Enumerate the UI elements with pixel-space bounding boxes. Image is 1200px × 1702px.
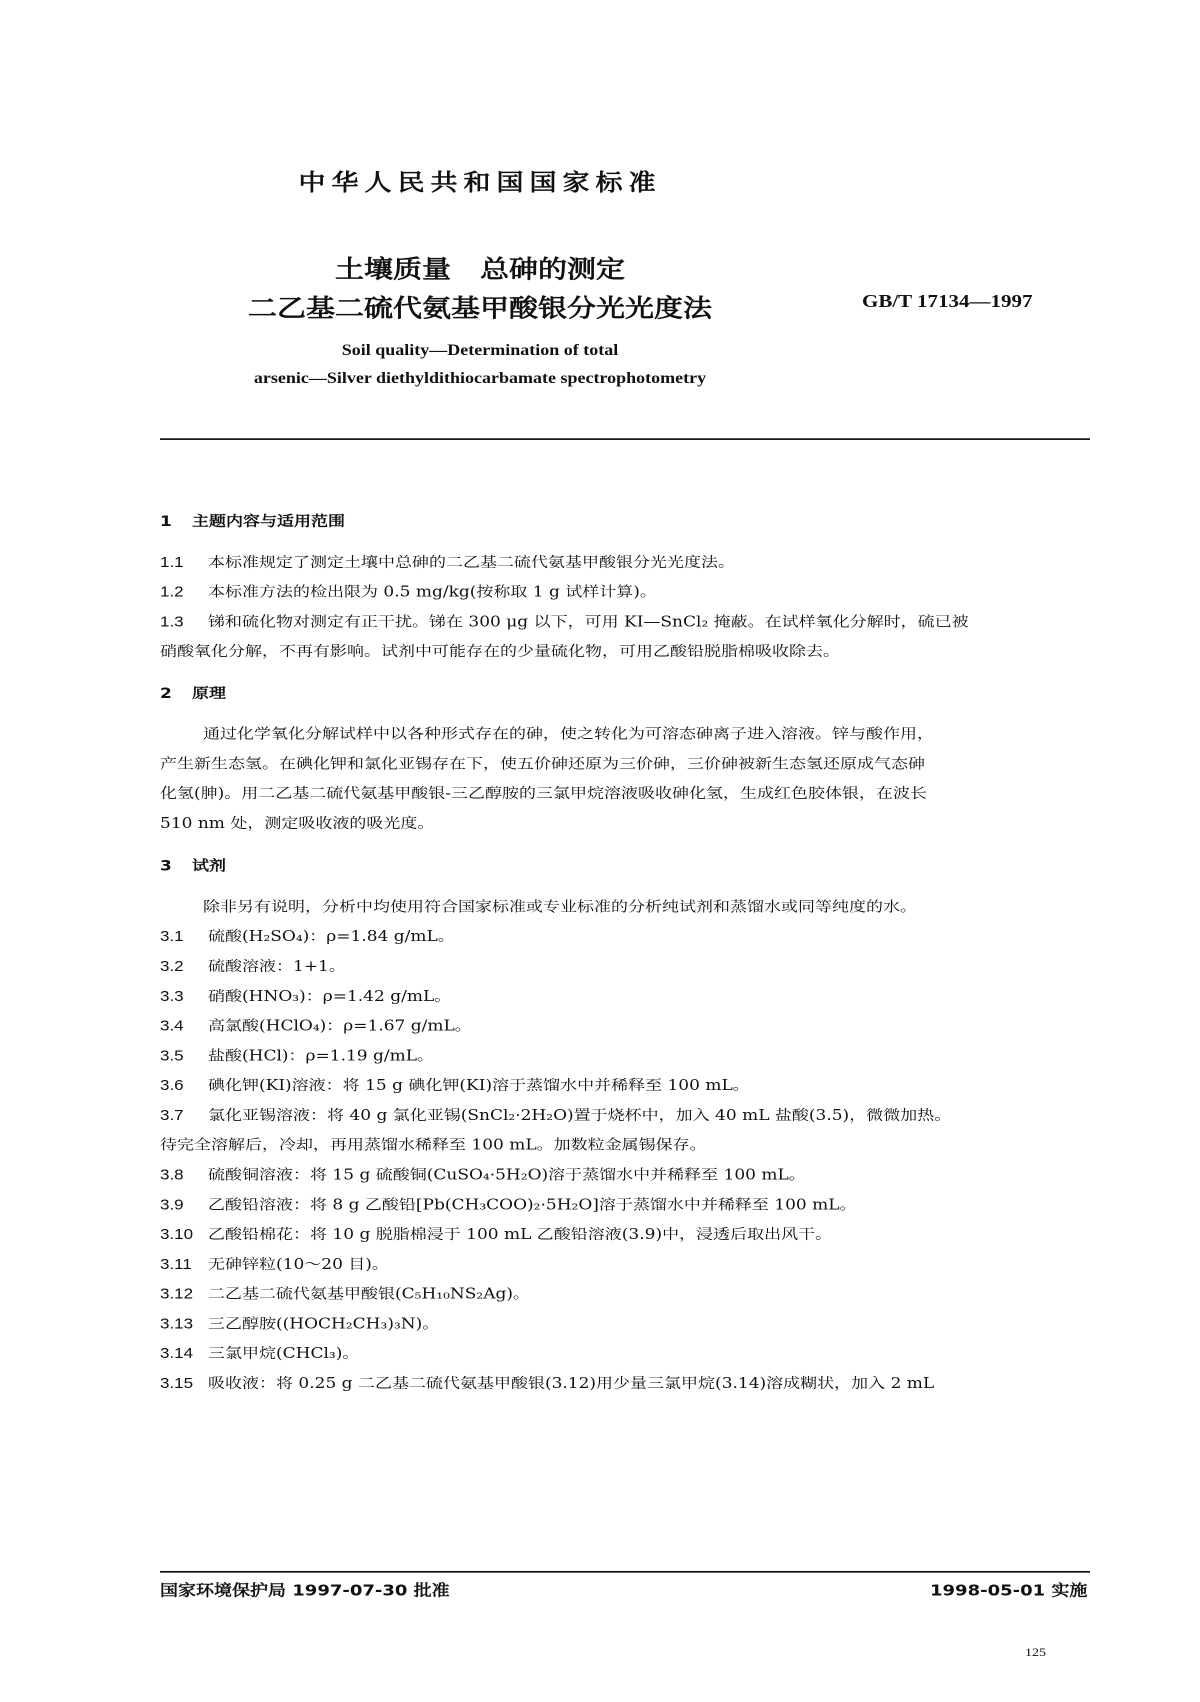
bottom-divider: [160, 1571, 1090, 1573]
reagent-3-11: [160, 1252, 389, 1273]
clause-number: 1.2: [160, 583, 184, 600]
clause-number: 3.12: [160, 1285, 194, 1303]
clause-number: 1.3: [160, 613, 184, 630]
section-3-heading: [160, 854, 226, 875]
clause-text: 盐酸(HCl)：ρ=1.19 g/mL。: [208, 1047, 435, 1065]
principle-line-2: 产生新生态氢。在碘化钾和氯化亚锡存在下，使五价砷还原为三价砷，三价砷被新生态氢还原成气态砷: [160, 755, 925, 773]
reagent-3-7: [160, 1103, 951, 1124]
reagent-3-8: [160, 1162, 806, 1183]
section-number: 2: [160, 685, 172, 703]
title-line-1-text: 土壤质量 总砷的测定: [334, 254, 625, 284]
clause-text: 无砷锌粒(10～20 目)。: [208, 1256, 389, 1274]
clause-number: 3.10: [160, 1226, 194, 1243]
clause-1-1: [160, 550, 735, 571]
reagent-3-6: [160, 1073, 750, 1094]
reagent-3-3: [160, 984, 451, 1005]
english-title-line-2-text: arsenic—Silver diethyldithiocarbamate spectrophotometry: [253, 369, 707, 387]
reagent-3-10: [160, 1222, 832, 1243]
clause-number: 3.4: [160, 1017, 184, 1034]
standard-number: GB/T 17134—1997: [862, 291, 1033, 312]
clause-text: 硝酸(HNO₃)：ρ=1.42 g/mL。: [208, 988, 452, 1006]
effective-date: 1998-05-01 实施: [930, 1582, 1088, 1600]
reagents-intro: 除非另有说明，分析中均使用符合国家标准或专业标准的分析纯试剂和蒸馏水或同等纯度的水。: [203, 898, 917, 916]
clause-text: 锑和硫化物对测定有正干扰。锑在 300 μg 以下，可用 KI—SnCl₂ 掩蔽。在试样氧化分解时，硫已被: [208, 613, 969, 631]
clause-1-3: [160, 609, 969, 630]
title-line-2-text: 二乙基二硫代氨基甲酸银分光光度法: [247, 293, 712, 323]
clause-text: 三氯甲烷(CHCl₃)。: [208, 1345, 360, 1363]
reagent-3-1: [160, 924, 455, 945]
clause-number: 3.2: [160, 958, 184, 975]
reagent-3-13: [160, 1311, 439, 1332]
reagent-3-9: [160, 1192, 857, 1213]
reagent-3-7-continued: 待完全溶解后，冷却，再用蒸馏水稀释至 100 mL。加数粒金属锡保存。: [160, 1136, 707, 1154]
header-text: 中华人民共和国国家标准: [298, 169, 662, 196]
clause-text: 三乙醇胺((HOCH₂CH₃)₃N)。: [208, 1315, 440, 1333]
reagent-3-2: [160, 954, 346, 975]
clause-text: 碘化钾(KI)溶液：将 15 g 碘化钾(KI)溶于蒸馏水中并稀释至 100 mL。: [208, 1077, 750, 1095]
clause-text: 二乙基二硫代氨基甲酸银(C₅H₁₀NS₂Ag)。: [208, 1285, 531, 1303]
title-line-1: [0, 250, 1200, 285]
clause-number: 3.9: [160, 1196, 184, 1213]
english-title-line-1: [0, 341, 1200, 359]
principle-line-1: 通过化学氧化分解试样中以各种形式存在的砷，使之转化为可溶态砷离子进入溶液。锌与酸作用，: [203, 725, 934, 743]
section-title: 主题内容与适用范围: [192, 513, 345, 531]
clause-text: 乙酸铅溶液：将 8 g 乙酸铅[Pb(CH₃COO)₂·5H₂O]溶于蒸馏水中并稀释至 100 mL。: [208, 1196, 857, 1214]
section-1-heading: [160, 509, 345, 530]
approval-note: 国家环境保护局 1997-07-30 批准: [160, 1582, 450, 1600]
clause-text: 高氯酸(HClO₄)：ρ=1.67 g/mL。: [208, 1017, 472, 1035]
clause-number: 3.14: [160, 1345, 194, 1362]
reagent-3-12: [160, 1282, 530, 1303]
standard-header: [0, 163, 1200, 196]
clause-number: 1.1: [160, 554, 184, 571]
clause-text: 吸收液：将 0.25 g 二乙基二硫代氨基甲酸银(3.12)用少量三氯甲烷(3.14)溶成糊状，加入 2 mL: [208, 1375, 935, 1393]
top-divider: [160, 438, 1090, 440]
section-number: 1: [160, 513, 172, 531]
page-number: 125: [1025, 1646, 1046, 1660]
clause-number: 3.15: [160, 1375, 194, 1392]
principle-line-3: 化氢(胂)。用二乙基二硫代氨基甲酸银-三乙醇胺的三氯甲烷溶液吸收砷化氢，生成红色胶体银，在波长: [160, 785, 928, 803]
clause-text: 硫酸铜溶液：将 15 g 硫酸铜(CuSO₄·5H₂O)溶于蒸馏水中并稀释至 100 mL。: [208, 1166, 806, 1184]
clause-number: 3.3: [160, 988, 184, 1005]
clause-number: 3.6: [160, 1077, 184, 1094]
section-number: 3: [160, 857, 172, 875]
clause-text: 氯化亚锡溶液：将 40 g 氯化亚锡(SnCl₂·2H₂O)置于烧杯中，加入 40 mL 盐酸(3.5)，微微加热。: [208, 1107, 952, 1125]
english-title-line-2: [0, 369, 1200, 387]
clause-number: 3.13: [160, 1315, 194, 1332]
clause-text: 本标准方法的检出限为 0.5 mg/kg(按称取 1 g 试样计算)。: [208, 583, 657, 601]
clause-text: 硫酸溶液：1+1。: [208, 958, 346, 976]
reagent-3-14: [160, 1341, 359, 1362]
principle-line-4: 510 nm 处，测定吸收液的吸光度。: [160, 815, 435, 833]
reagent-3-15: [160, 1371, 934, 1392]
english-title-line-1-text: Soil quality—Determination of total: [341, 341, 619, 359]
reagent-3-4: [160, 1014, 472, 1035]
clause-text: 乙酸铅棉花：将 10 g 脱脂棉浸于 100 mL 乙酸铅溶液(3.9)中，浸透后取出风干。: [208, 1226, 833, 1244]
reagent-3-5: [160, 1043, 434, 1064]
section-2-heading: [160, 681, 226, 702]
section-title: 原理: [192, 685, 226, 703]
clause-text: 硫酸(H₂SO₄)：ρ=1.84 g/mL。: [208, 928, 455, 946]
clause-1-3-continued: 硝酸氧化分解，不再有影响。试剂中可能存在的少量硫化物，可用乙酸铅脱脂棉吸收除去。: [160, 643, 840, 661]
clause-text: 本标准规定了测定土壤中总砷的二乙基二硫代氨基甲酸银分光光度法。: [208, 554, 735, 572]
clause-number: 3.11: [160, 1256, 192, 1273]
clause-number: 3.1: [160, 928, 184, 945]
clause-number: 3.5: [160, 1047, 184, 1064]
clause-number: 3.8: [160, 1166, 184, 1183]
clause-1-2: [160, 580, 657, 601]
clause-number: 3.7: [160, 1107, 184, 1124]
section-title: 试剂: [192, 857, 226, 875]
